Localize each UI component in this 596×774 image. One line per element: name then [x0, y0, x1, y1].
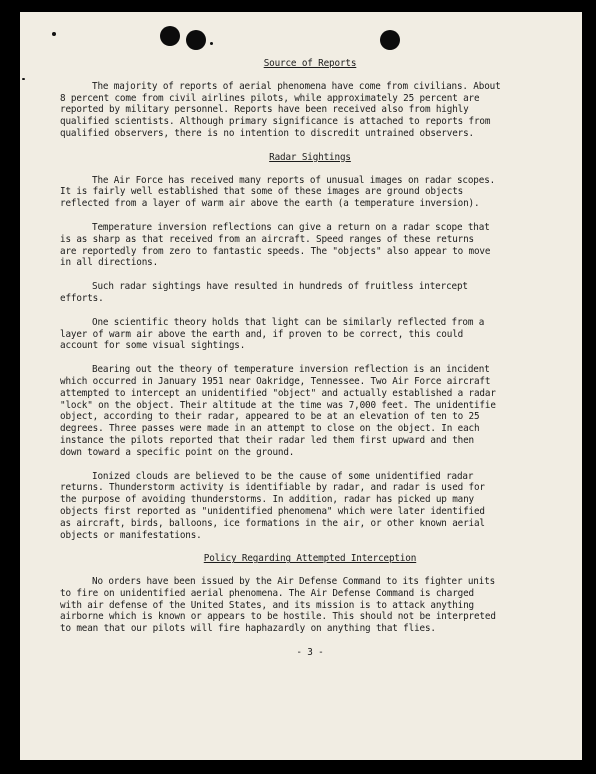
section-heading-radar-sightings: Radar Sightings [269, 151, 351, 163]
paragraph-source-1: The majority of reports of aerial phenomena have come from civilians. About 8 percent come from civil airlines pilots, while approximately 25 percent are reported by military personnel. Reports have been received also from highly qualified scientists. Although primary significance is attached to reports from qualified observers, there is no intention to discredit untrained observers. [60, 80, 501, 139]
paragraph-radar-2: Temperature inversion reflections can give a return on a radar scope that is as sharp as that received from an aircraft. Speed ranges of these returns are reportedly from zero to fantastic speeds. The "objects" also appear to move in all directions. [60, 221, 491, 269]
document-body [60, 58, 560, 659]
ink-speck [52, 32, 56, 36]
punch-hole-middle [186, 30, 206, 50]
paragraph-radar-4: One scientific theory holds that light can be similarly reflected from a layer of warm air above the earth and, if proven to be correct, this could account for some visual sightings. [60, 316, 485, 352]
page-number: - 3 - [296, 647, 324, 659]
paragraph-radar-6: Ionized clouds are believed to be the cause of some unidentified radar returns. Thunderstorm activity is identifiable by radar, and radar is used for the purpose of avoiding thunderstorms. In addition, radar has picked up many objects first reported as "unidentified phenomena" which were later identified as aircraft, birds, balloons, ice formations in the air, or other known aerial objects or manifestations. [60, 470, 485, 541]
ink-speck [210, 42, 213, 45]
paragraph-policy-1: No orders have been issued by the Air Defense Command to its fighter units to fire on unidentified aerial phenomena. The Air Defense Command is charged with air defense of the United States, and its mission is to attack anything airborne which is known or appears to be hostile. This should not be interpreted to mean that our pilots will fire haphazardly on anything that flies. [60, 576, 496, 635]
ink-speck [22, 78, 25, 80]
punch-hole-right [380, 30, 400, 50]
section-heading-policy: Policy Regarding Attempted Interception [203, 553, 417, 565]
section-heading-source-of-reports: Source of Reports [263, 58, 357, 69]
document-page [20, 12, 582, 760]
punch-hole-left [160, 26, 180, 46]
paragraph-radar-3: Such radar sightings have resulted in hundreds of fruitless intercept efforts. [60, 281, 468, 304]
paragraph-radar-1: The Air Force has received many reports of unusual images on radar scopes. It is fairly well established that some of these images are ground objects reflected from a layer of warm air above the earth (a temperature inversion). [60, 174, 496, 210]
paragraph-radar-5: Bearing out the theory of temperature inversion reflection is an incident which occurred in January 1951 near Oakridge, Tennessee. Two Air Force aircraft attempted to intercept an unidentified "object" and actually established a radar "lock" on the object. Their altitude at the time was 7,000 feet. The unidentifie object, according to their radar, appeared to be at an elevation of ten to 25 degrees. Three passes were made in an attempt to close on the object. In each instance the pilots reported that their radar led them first upward and then down toward a specific point on the ground. [60, 364, 496, 458]
